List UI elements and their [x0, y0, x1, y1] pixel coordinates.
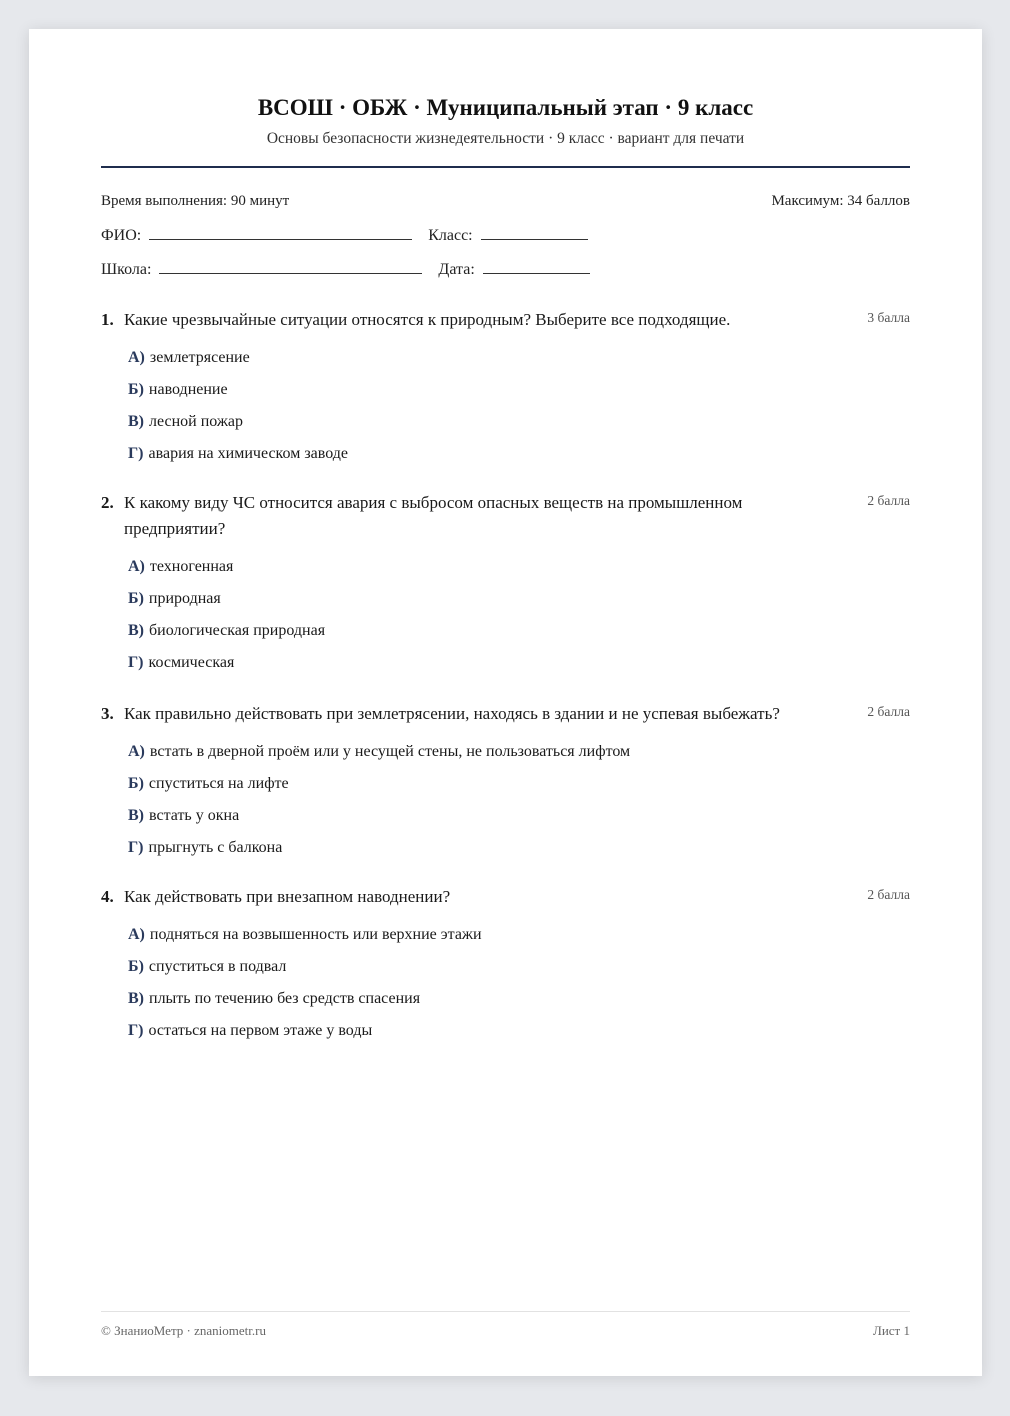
header-divider [101, 166, 910, 168]
option-g[interactable] [128, 833, 910, 865]
option-text: плыть по течению без средств спасения [149, 990, 421, 1007]
options-list [128, 920, 910, 1048]
option-text: авария на химическом заводе [148, 445, 348, 462]
question-3 [101, 701, 910, 865]
option-text: землетрясение [149, 349, 250, 366]
document-page [29, 29, 982, 1376]
option-letter: В) [128, 622, 144, 639]
option-text: прыгнуть с балкона [148, 839, 283, 856]
question-points: 3 балла [867, 310, 910, 325]
option-text: спуститься на лифте [148, 775, 289, 792]
option-letter: В) [128, 990, 144, 1007]
option-text: биологическая природная [149, 622, 326, 639]
school-field[interactable] [159, 259, 422, 274]
option-a[interactable] [128, 920, 910, 952]
option-g[interactable] [128, 648, 910, 680]
question-number: 4. [101, 887, 114, 906]
name-class-row [101, 225, 600, 245]
sheet-number: Лист 1 [873, 1323, 910, 1338]
question-text: Какие чрезвычайные ситуации относятся к природным? Выберите все подходящие. [124, 310, 731, 329]
option-g[interactable] [128, 1016, 910, 1048]
option-text: лесной пожар [149, 413, 244, 430]
option-v[interactable] [128, 407, 910, 439]
question-4 [101, 884, 910, 1048]
max-score: Максимум: 34 баллов [771, 193, 910, 209]
option-letter: Г) [128, 445, 144, 462]
option-text: космическая [148, 654, 235, 671]
question-text: Как действовать при внезапном наводнении? [124, 887, 451, 906]
option-a[interactable] [128, 552, 910, 584]
question-points: 2 балла [867, 887, 910, 902]
option-letter: Б) [128, 590, 144, 607]
option-letter: Г) [128, 1022, 144, 1039]
page-title: ВСОШ · ОБЖ · Муниципальный этап · 9 класс [257, 95, 754, 120]
option-v[interactable] [128, 801, 910, 833]
option-letter: А) [128, 349, 145, 366]
class-label: Класс: [428, 227, 473, 244]
page-footer [101, 1323, 910, 1339]
options-list [128, 343, 910, 471]
option-b[interactable] [128, 584, 910, 616]
option-b[interactable] [128, 769, 910, 801]
option-text: подняться на возвышенность или верхние этажи [149, 926, 482, 943]
option-v[interactable] [128, 984, 910, 1016]
date-field[interactable] [483, 259, 590, 274]
question-2 [101, 490, 910, 680]
option-letter: Б) [128, 958, 144, 975]
footer-copyright: © ЗнаниоМетр · znaniometr.ru [101, 1323, 266, 1338]
school-label: Школа: [101, 261, 152, 278]
option-v[interactable] [128, 616, 910, 648]
question-text: Как правильно действовать при землетрясении, находясь в здании и не успевая выбежать? [124, 704, 780, 723]
option-b[interactable] [128, 952, 910, 984]
school-date-row [101, 259, 602, 279]
option-a[interactable] [128, 343, 910, 375]
class-field[interactable] [481, 225, 588, 240]
option-text: остаться на первом этаже у воды [148, 1022, 373, 1039]
meta-row [101, 193, 910, 210]
option-letter: В) [128, 413, 144, 430]
option-g[interactable] [128, 439, 910, 471]
options-list [128, 737, 910, 865]
option-text: техногенная [149, 558, 234, 575]
option-letter: Г) [128, 839, 144, 856]
time-limit: Время выполнения: 90 минут [101, 193, 290, 209]
question-1 [101, 307, 910, 471]
option-letter: А) [128, 926, 145, 943]
question-number: 1. [101, 310, 114, 329]
option-text: наводнение [148, 381, 228, 398]
option-letter: А) [128, 558, 145, 575]
footer-divider [101, 1311, 910, 1312]
name-field[interactable] [149, 225, 412, 240]
date-label: Дата: [438, 261, 475, 278]
question-points: 2 балла [867, 493, 910, 508]
question-text: К какому виду ЧС относится авария с выбросом опасных веществ на промышленном предприятии? [124, 493, 743, 538]
question-number: 2. [101, 493, 114, 512]
option-text: спуститься в подвал [148, 958, 287, 975]
option-b[interactable] [128, 375, 910, 407]
option-letter: Б) [128, 381, 144, 398]
option-text: встать у окна [149, 807, 240, 824]
option-letter: Б) [128, 775, 144, 792]
option-text: природная [148, 590, 221, 607]
option-letter: А) [128, 743, 145, 760]
option-letter: В) [128, 807, 144, 824]
question-number: 3. [101, 704, 114, 723]
option-text: встать в дверной проём или у несущей стены, не пользоваться лифтом [149, 743, 631, 760]
page-subtitle: Основы безопасности жизнедеятельности · 9 класс · вариант для печати [266, 130, 745, 147]
option-letter: Г) [128, 654, 144, 671]
option-a[interactable] [128, 737, 910, 769]
question-points: 2 балла [867, 704, 910, 719]
name-label: ФИО: [101, 227, 142, 244]
options-list [128, 552, 910, 680]
